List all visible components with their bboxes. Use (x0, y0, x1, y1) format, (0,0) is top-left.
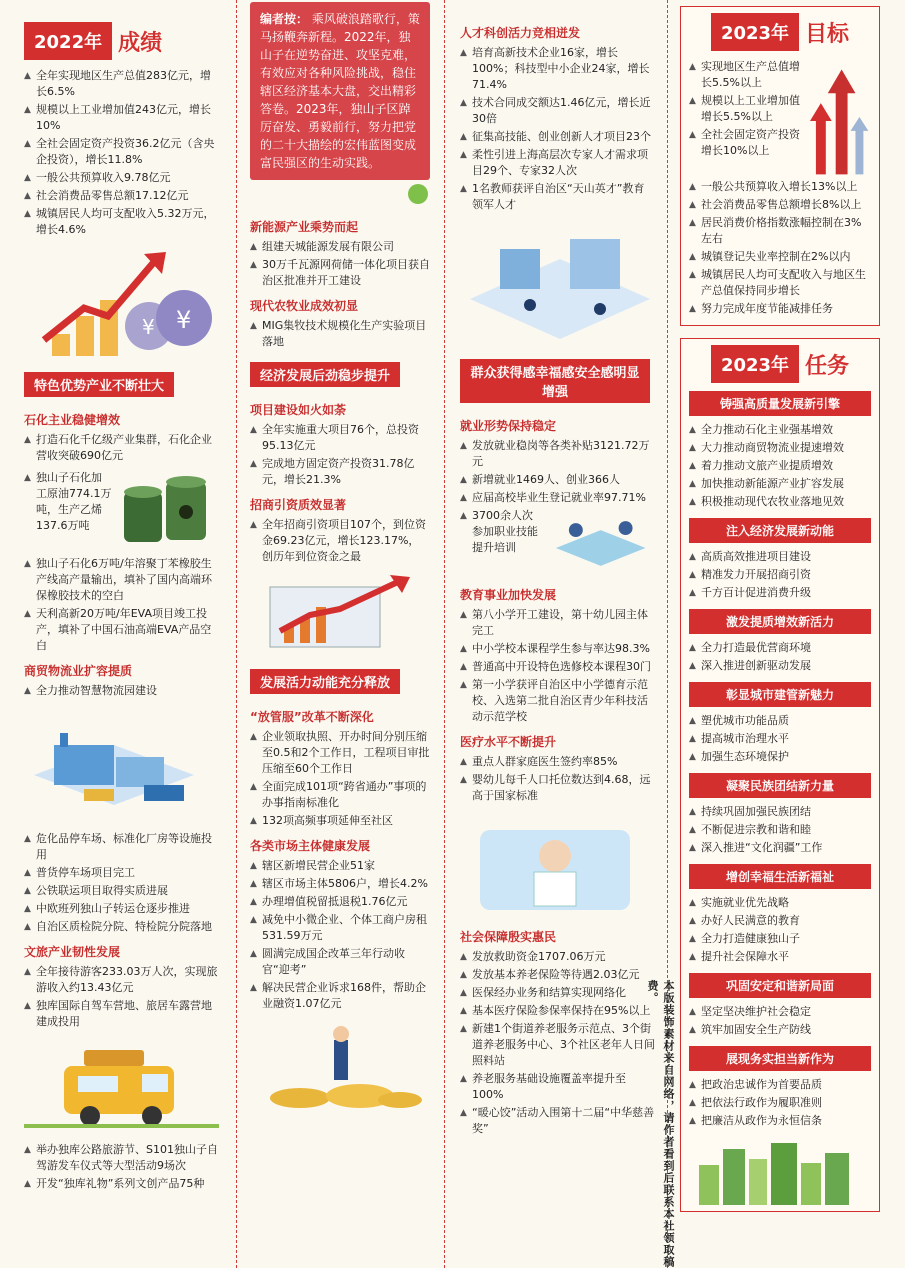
petrochem-more-list (24, 556, 219, 654)
editor-text: 乘风破浪踏歌行，策马扬鞭奔新程。2022年，独山子在逆势奋进、攻坚克难，有效应对各种风险挑战，稳住辖区经济基本大盘，交出精彩答卷。2023年，独山子区踔厉奋发、勇毅前行，努力把党的二十大描绘的宏伟蓝图变成富民强区的生动实践。 (260, 12, 420, 170)
list-item: ▲ 全力推动石化主业强基增效 (689, 422, 871, 438)
newenergy-list (250, 239, 430, 289)
goal-list-top (689, 59, 808, 179)
reform-list (250, 729, 430, 829)
task-heading: 彰显城市建管新魅力 (689, 682, 871, 707)
logistics-park-illustration (24, 705, 219, 825)
list-item: ▲ 重点人群家庭医生签约率85% (460, 754, 655, 770)
list-item: ▲ 发放基本养老保险等待遇2.03亿元 (460, 967, 655, 983)
list-item: ▲ 1名教师获评自治区“天山英才”教育领军人才 (460, 181, 655, 213)
svg-text:¥: ¥ (176, 306, 192, 334)
column-2022-achievements (24, 0, 219, 1194)
list-item: ▲ 柔性引进上海高层次专家人才需求项目29个、专家32人次 (460, 147, 655, 179)
leaf-decoration (250, 180, 430, 210)
list-item: ▲ 不断促进宗教和谐和睦 (689, 822, 871, 838)
subsection-title: 社会保障殷实惠民 (460, 930, 557, 944)
list-item: ▲ 第八小学开工建设，第十幼儿园主体完工 (460, 607, 655, 639)
list-item: ▲ 全面完成101项“跨省通办”事项的办事指南标准化 (250, 779, 430, 811)
list-item: ▲ 筑牢加固安全生产防线 (689, 1022, 871, 1038)
task-list (689, 1077, 871, 1129)
list-item: ▲ 一般公共预算收入增长13%以上 (689, 179, 871, 195)
list-item: ▲ 努力完成年度节能减排任务 (689, 301, 871, 317)
goal-list-bottom (689, 179, 871, 317)
edu-list (460, 607, 655, 725)
task-heading: 展现务实担当新作为 (689, 1046, 871, 1071)
job-list (460, 438, 655, 506)
subsection-title: 石化主业稳健增效 (24, 413, 121, 427)
list-item: ▲ 居民消费价格指数涨幅控制在3%左右 (689, 215, 871, 247)
list-item: ▲ 把政治忠诚作为首要品质 (689, 1077, 871, 1093)
list-item: ▲ 全社会固定资产投资增长10%以上 (689, 127, 808, 159)
list-item: ▲ 把依法行政作为履职准则 (689, 1095, 871, 1111)
svg-text:¥: ¥ (142, 315, 155, 339)
agri-list (250, 318, 430, 350)
social-list (460, 949, 655, 1137)
list-item: ▲ 一般公共预算收入9.78亿元 (24, 170, 219, 186)
list-item: ▲ 辖区新增民营企业51家 (250, 858, 430, 874)
subsection-title: 项目建设如火如荼 (250, 403, 347, 417)
list-item: ▲ 婴幼儿每千人口托位数达到4.68，远高于国家标准 (460, 772, 655, 804)
list-item: ▲ 发放就业稳岗等各类补贴3121.72万元 (460, 438, 655, 470)
task-list (689, 640, 871, 674)
list-item: ▲ 30万千瓦源网荷储一体化项目获自治区批准并开工建设 (250, 257, 430, 289)
meeting-illustration (546, 508, 655, 578)
list-item: ▲ 加强生态环境保护 (689, 749, 871, 765)
list-item: ▲ 积极推动现代农牧业落地见效 (689, 494, 871, 510)
column-livelihood (460, 0, 655, 1139)
task-word: 任务 (805, 352, 850, 379)
list-item: ▲ 实施就业优先战略 (689, 895, 871, 911)
column-divider (236, 0, 237, 1268)
goal-year: 2023年 (711, 13, 799, 51)
subsection-title: “放管服”改革不断深化 (250, 710, 374, 724)
list-item: ▲ 全社会固定资产投资36.2亿元（含央企投资），增长11.8% (24, 136, 219, 168)
logistics-more-list (24, 831, 219, 935)
list-item: ▲ 培育高新技术企业16家，增长100%；科技型中小企业24家，增长71.4% (460, 45, 655, 93)
goals-body (689, 59, 871, 179)
list-item: ▲ 开发“独库礼物”系列文创产品75种 (24, 1176, 219, 1192)
banner-year: 2022年 (24, 22, 112, 60)
task-heading: 激发提质增效新活力 (689, 609, 871, 634)
list-item: ▲ 精准发力开展招商引资 (689, 567, 871, 583)
list-item: ▲ 独山子石化6万吨/年溶聚丁苯橡胶生产线高产量输出，填补了国内高端环保橡胶技术的空白 (24, 556, 219, 604)
project-list (250, 422, 430, 488)
column-2023-plan (680, 0, 880, 1212)
editor-label: 编者按： (260, 12, 309, 26)
list-item: ▲ 组建天城能源发展有限公司 (250, 239, 430, 255)
list-item: ▲ 深入推进“文化润疆”工作 (689, 840, 871, 856)
list-item: ▲ 辖区市场主体5806户，增长4.2% (250, 876, 430, 892)
list-item: ▲ 企业领取执照、开办时间分别压缩至0.5和2个工作日，工程项目审批压缩至60个工作日 (250, 729, 430, 777)
doctor-phone-illustration (460, 810, 655, 920)
invest-list (250, 517, 430, 565)
list-item: ▲ 高质高效推进项目建设 (689, 549, 871, 565)
list-item: ▲ 办好人民满意的教育 (689, 913, 871, 929)
logistics-list (24, 683, 219, 699)
list-item: ▲ 全年实施重大项目76个，总投资95.13亿元 (250, 422, 430, 454)
list-item: ▲ 132项高频事项延伸至社区 (250, 813, 430, 829)
task-list (689, 713, 871, 765)
list-item: ▲ 实现地区生产总值增长5.5%以上 (689, 59, 808, 91)
tasks-panel (680, 338, 880, 1212)
list-item: ▲ 征集高技能、创业创新人才项目23个 (460, 129, 655, 145)
list-item: ▲ 提升社会保障水平 (689, 949, 871, 965)
list-item: ▲ 养老服务基础设施覆盖率提升至100% (460, 1071, 655, 1103)
achievement-list (24, 68, 219, 238)
list-item: ▲ 城镇居民人均可支配收入5.32万元，增长4.6% (24, 206, 219, 238)
section-title: 群众获得感幸福感安全感明显增强 (460, 359, 650, 403)
list-item: ▲ 社会消费品零售总额增长8%以上 (689, 197, 871, 213)
list-item: ▲ 加快推动新能源产业扩容发展 (689, 476, 871, 492)
subsection-title: 商贸物流业扩容提质 (24, 664, 133, 678)
list-item: ▲ 打造石化千亿级产业集群，石化企业营收突破690亿元 (24, 432, 219, 464)
list-item: ▲ 全力推动智慧物流园建设 (24, 683, 219, 699)
subsection-title: 新能源产业乘势而起 (250, 220, 359, 234)
list-item: ▲ 深入推进创新驱动发展 (689, 658, 871, 674)
list-item: ▲ 第一小学获评自治区中小学德育示范校、入选第二批自治区青少年科技活动示范学校 (460, 677, 655, 725)
camper-van-illustration (24, 1036, 219, 1136)
section-title: 特色优势产业不断壮大 (24, 372, 174, 397)
medical-list (460, 754, 655, 804)
list-item: ▲ 全力打造最优营商环境 (689, 640, 871, 656)
list-item: ▲ 完成地方固定资产投资31.78亿元，增长21.3% (250, 456, 430, 488)
list-item: ▲ 中欧班列独山子转运仓逐步推进 (24, 901, 219, 917)
list-item: ▲ 全力打造健康独山子 (689, 931, 871, 947)
list-item: ▲ 应届高校毕业生登记就业率97.71% (460, 490, 655, 506)
list-item: ▲ 3700余人次参加职业技能提升培训 (460, 508, 540, 556)
laptop-growth-illustration (250, 571, 430, 659)
petrochem-list (24, 432, 219, 464)
list-item: ▲ 独库国际自驾车营地、旅居车露营地建成投用 (24, 998, 219, 1030)
list-item: ▲ 社会消费品零售总额17.12亿元 (24, 188, 219, 204)
list-item: ▲ 着力推动文旅产业提质增效 (689, 458, 871, 474)
market-list (250, 858, 430, 1012)
oil-block (24, 470, 219, 550)
task-heading: 巩固安定和谐新局面 (689, 973, 871, 998)
list-item: ▲ 天利高新20万吨/年EVA项目竣工投产，填补了中国石油高端EVA产品空白 (24, 606, 219, 654)
training-list (460, 508, 540, 578)
subsection-title: 就业形势保持稳定 (460, 419, 557, 433)
training-block (460, 508, 655, 578)
list-item: ▲ 中小学校本课程学生参与率达98.3% (460, 641, 655, 657)
up-arrows-icon (808, 59, 871, 179)
list-item: ▲ 技术合同成交额达1.46亿元，增长近30倍 (460, 95, 655, 127)
task-year: 2023年 (711, 345, 799, 383)
list-item: ▲ 千方百计促进消费升级 (689, 585, 871, 601)
tourism-more-list (24, 1142, 219, 1192)
list-item: ▲ 持续巩固加强民族团结 (689, 804, 871, 820)
list-item: ▲ 举办独库公路旅游节、S101独山子自驾游发车仪式等大型活动9场次 (24, 1142, 219, 1174)
section-title: 经济发展后劲稳步提升 (250, 362, 400, 387)
subsection-title: 文旅产业韧性发展 (24, 945, 121, 959)
list-item: ▲ 危化品停车场、标准化厂房等设施投用 (24, 831, 219, 863)
subsection-title: 医疗水平不断提升 (460, 735, 557, 749)
list-item: ▲ 医保经办业务和结算实现网络化 (460, 985, 655, 1001)
subsection-title: 人才科创活力竞相迸发 (460, 26, 581, 40)
list-item: ▲ 普货停车场项目完工 (24, 865, 219, 881)
list-item: ▲ 办理增值税留抵退税1.76亿元 (250, 894, 430, 910)
coins-businessman-illustration (250, 1018, 430, 1118)
green-city-illustration (689, 1135, 871, 1205)
column-economy (250, 0, 430, 1124)
list-item: ▲ 自治区质检院分院、特检院分院落地 (24, 919, 219, 935)
list-item: ▲ 城镇居民人均可支配收入与地区生产总值保持同步增长 (689, 267, 871, 299)
tasks-banner (689, 345, 871, 383)
list-item: ▲ 坚定坚决维护社会稳定 (689, 1004, 871, 1020)
task-heading: 凝聚民族团结新力量 (689, 773, 871, 798)
task-heading: 增创幸福生活新福祉 (689, 864, 871, 889)
achievements-banner (24, 22, 219, 60)
list-item: ▲ 公铁联运项目取得实质进展 (24, 883, 219, 899)
list-item: ▲ 新建1个街道养老服务示范点、3个街道养老服务中心、3个社区老年人日间照料站 (460, 1021, 655, 1069)
task-list (689, 1004, 871, 1038)
money-growth-illustration (24, 244, 219, 362)
list-item: ▲ 规模以上工业增加值增长5.5%以上 (689, 93, 808, 125)
list-item: ▲ 全年招商引资项目107个，到位资金69.23亿元，增长123.17%，创历年到位资金之最 (250, 517, 430, 565)
task-list (689, 549, 871, 601)
task-list (689, 895, 871, 965)
copyright-note: 本版装饰素材来自网络，请作者看到后联系本社领取稿费。 (646, 980, 675, 1268)
oil-list (24, 470, 112, 550)
list-item: ▲ 提高城市治理水平 (689, 731, 871, 747)
tech-lab-illustration (460, 219, 655, 349)
list-item: ▲ 圆满完成国企改革三年行动收官“迎考” (250, 946, 430, 978)
column-divider (444, 0, 445, 1268)
list-item: ▲ 规模以上工业增加值243亿元，增长10% (24, 102, 219, 134)
goal-word: 目标 (805, 20, 850, 47)
section-title: 发展活力动能充分释放 (250, 669, 400, 694)
list-item: ▲ 基本医疗保险参保率保持在95%以上 (460, 1003, 655, 1019)
goals-panel (680, 6, 880, 326)
list-item: ▲ 发放救助资金1707.06万元 (460, 949, 655, 965)
list-item: ▲ 减免中小微企业、个体工商户房租531.59万元 (250, 912, 430, 944)
list-item: ▲ 塑优城市功能品质 (689, 713, 871, 729)
task-heading: 铸强高质量发展新引擎 (689, 391, 871, 416)
list-item: ▲ 全年接待游客233.03万人次，实现旅游收入约13.43亿元 (24, 964, 219, 996)
talent-list (460, 45, 655, 213)
oil-barrel-icon (118, 470, 218, 550)
list-item: ▲ 独山子石化加工原油774.1万吨，生产乙烯137.6万吨 (24, 470, 112, 534)
list-item: ▲ 解决民营企业诉求168件，帮助企业融资1.07亿元 (250, 980, 430, 1012)
subsection-title: 现代农牧业成效初显 (250, 299, 359, 313)
list-item: ▲ 城镇登记失业率控制在2%以内 (689, 249, 871, 265)
task-list (689, 422, 871, 510)
goals-banner (689, 13, 871, 51)
task-heading: 注入经济发展新动能 (689, 518, 871, 543)
banner-word: 成绩 (118, 29, 163, 56)
subsection-title: 各类市场主体健康发展 (250, 839, 371, 853)
list-item: ▲ 全年实现地区生产总值283亿元，增长6.5% (24, 68, 219, 100)
list-item: ▲ 新增就业1469人、创业366人 (460, 472, 655, 488)
tourism-list (24, 964, 219, 1030)
list-item: ▲ 把廉洁从政作为永恒信条 (689, 1113, 871, 1129)
subsection-title: 招商引资质效显著 (250, 498, 347, 512)
list-item: ▲ “暖心饺”活动入围第十二届“中华慈善奖” (460, 1105, 655, 1137)
task-list (689, 804, 871, 856)
list-item: ▲ 普通高中开设特色选修校本课程30门 (460, 659, 655, 675)
list-item: ▲ 大力推动商贸物流业提速增效 (689, 440, 871, 456)
editor-note (250, 2, 430, 180)
list-item: ▲ MIG集牧技术规模化生产实验项目落地 (250, 318, 430, 350)
subsection-title: 教育事业加快发展 (460, 588, 557, 602)
